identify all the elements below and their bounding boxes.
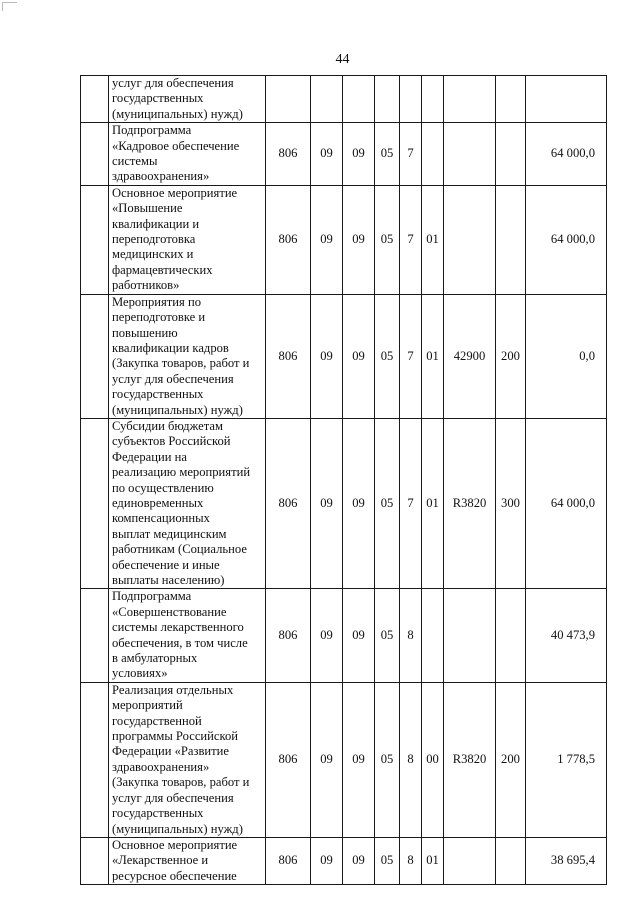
table-row (81, 76, 607, 123)
item-name-line: (Закупка товаров, работ и (112, 356, 250, 371)
item-name-line: в амбулаторных (112, 651, 198, 666)
table-row (81, 123, 607, 186)
item-name-line: Федерации «Развитие (112, 744, 230, 759)
expense-type-cell (496, 185, 526, 294)
table-row (81, 185, 607, 294)
subsection-code-cell: 09 (343, 837, 375, 884)
item-name-line: субъектов Российской (112, 434, 231, 449)
subsection-code-cell: 09 (343, 589, 375, 682)
ministry-code-cell (266, 76, 311, 123)
program-code-cell: 05 (375, 589, 400, 682)
program-code-cell: 05 (375, 185, 400, 294)
row-number-cell (81, 837, 109, 884)
item-name-line: Субсидии бюджетам (112, 418, 223, 433)
section-code-cell: 09 (311, 837, 343, 884)
table-row (81, 682, 607, 837)
subprogram-code-cell: 7 (400, 123, 422, 186)
item-name-line: здравоохранения» (112, 759, 210, 774)
scan-corner-mark (2, 2, 17, 11)
row-number-cell (81, 185, 109, 294)
amount-cell: 1 778,5 (526, 682, 607, 837)
item-name-line: работников» (112, 278, 180, 293)
row-number-cell (81, 682, 109, 837)
subsection-code-cell (343, 76, 375, 123)
item-name-line: «Повышение (112, 201, 183, 216)
item-name-line: переподготовка (112, 232, 196, 247)
section-code-cell: 09 (311, 185, 343, 294)
budget-table (80, 75, 607, 885)
item-name-line: Подпрограмма (112, 589, 192, 604)
table-row (81, 589, 607, 682)
expense-type-cell (496, 123, 526, 186)
item-name-line: «Лекарственное и (112, 853, 209, 868)
row-number-cell (81, 76, 109, 123)
item-name-cell (109, 837, 266, 884)
subprogram-code-cell: 7 (400, 185, 422, 294)
item-name-line: государственных (112, 91, 204, 106)
expense-type-cell: 200 (496, 682, 526, 837)
item-name-line: медицинских и (112, 247, 194, 262)
ministry-code-cell: 806 (266, 682, 311, 837)
expense-type-cell: 200 (496, 294, 526, 418)
item-name-line: условиях» (112, 666, 168, 681)
section-code-cell: 09 (311, 123, 343, 186)
item-name-line: государственной (112, 713, 202, 728)
table-body (81, 76, 607, 885)
item-name-cell (109, 76, 266, 123)
expense-type-cell (496, 589, 526, 682)
direction-code-cell (444, 185, 496, 294)
ministry-code-cell: 806 (266, 185, 311, 294)
item-name-line: работникам (Социальное (112, 542, 247, 557)
program-code-cell: 05 (375, 837, 400, 884)
item-name-line: обеспечения, в том числе (112, 635, 248, 650)
item-name-line: услуг для обеспечения (112, 76, 234, 90)
item-name-cell (109, 294, 266, 418)
subprogram-code-cell: 7 (400, 418, 422, 588)
item-name-cell (109, 589, 266, 682)
program-code-cell: 05 (375, 123, 400, 186)
item-name-line: системы лекарственного (112, 620, 244, 635)
item-name-line: программы Российской (112, 729, 238, 744)
main-activity-code-cell: 01 (422, 294, 444, 418)
subprogram-code-cell: 8 (400, 682, 422, 837)
subsection-code-cell: 09 (343, 123, 375, 186)
item-name-line: компенсационных (112, 511, 210, 526)
item-name-line: фармацевтических (112, 262, 213, 277)
amount-cell: 0,0 (526, 294, 607, 418)
item-name-line: Мероприятия по (112, 294, 202, 309)
row-number-cell (81, 294, 109, 418)
item-name-line: Реализация отдельных (112, 682, 234, 697)
row-number-cell (81, 589, 109, 682)
item-name-line: Федерации на (112, 449, 187, 464)
program-code-cell (375, 76, 400, 123)
ministry-code-cell: 806 (266, 418, 311, 588)
ministry-code-cell: 806 (266, 837, 311, 884)
subprogram-code-cell: 8 (400, 589, 422, 682)
item-name-line: квалификации кадров (112, 340, 229, 355)
item-name-line: выплаты населению) (112, 573, 225, 587)
item-name-line: ресурсное обеспечение (112, 868, 237, 883)
item-name-cell (109, 123, 266, 186)
program-code-cell: 05 (375, 682, 400, 837)
amount-cell: 64 000,0 (526, 123, 607, 186)
ministry-code-cell: 806 (266, 294, 311, 418)
expense-type-cell (496, 837, 526, 884)
item-name-line: единовременных (112, 495, 204, 510)
item-name-line: выплат медицинским (112, 526, 227, 541)
table-row (81, 837, 607, 884)
direction-code-cell (444, 123, 496, 186)
main-activity-code-cell (422, 123, 444, 186)
direction-code-cell: R3820 (444, 418, 496, 588)
direction-code-cell: R3820 (444, 682, 496, 837)
item-name-line: повышению (112, 325, 178, 340)
section-code-cell (311, 76, 343, 123)
item-name-line: системы (112, 154, 158, 169)
direction-code-cell (444, 837, 496, 884)
item-name-line: Основное мероприятие (112, 837, 238, 852)
program-code-cell: 05 (375, 294, 400, 418)
section-code-cell: 09 (311, 589, 343, 682)
item-name-line: (муниципальных) нужд) (112, 402, 243, 417)
main-activity-code-cell: 00 (422, 682, 444, 837)
item-name-line: «Кадровое обеспечение (112, 138, 240, 153)
main-activity-code-cell: 01 (422, 185, 444, 294)
item-name-line: Подпрограмма (112, 123, 192, 138)
row-number-cell (81, 123, 109, 186)
item-name-cell (109, 185, 266, 294)
expense-type-cell: 300 (496, 418, 526, 588)
amount-cell: 38 695,4 (526, 837, 607, 884)
row-number-cell (81, 418, 109, 588)
subsection-code-cell: 09 (343, 185, 375, 294)
main-activity-code-cell (422, 76, 444, 123)
item-name-line: государственных (112, 806, 204, 821)
section-code-cell: 09 (311, 418, 343, 588)
item-name-line: Основное мероприятие (112, 185, 238, 200)
subprogram-code-cell: 8 (400, 837, 422, 884)
ministry-code-cell: 806 (266, 123, 311, 186)
item-name-line: по осуществлению (112, 480, 214, 495)
item-name-line: государственных (112, 387, 204, 402)
item-name-line: мероприятий (112, 698, 183, 713)
main-activity-code-cell: 01 (422, 418, 444, 588)
main-activity-code-cell (422, 589, 444, 682)
subsection-code-cell: 09 (343, 418, 375, 588)
item-name-line: (Закупка товаров, работ и (112, 775, 250, 790)
direction-code-cell (444, 76, 496, 123)
subprogram-code-cell (400, 76, 422, 123)
subsection-code-cell: 09 (343, 294, 375, 418)
item-name-line: «Совершенствование (112, 604, 227, 619)
item-name-cell (109, 682, 266, 837)
subsection-code-cell: 09 (343, 682, 375, 837)
main-activity-code-cell: 01 (422, 837, 444, 884)
item-name-line: услуг для обеспечения (112, 790, 234, 805)
ministry-code-cell: 806 (266, 589, 311, 682)
direction-code-cell: 42900 (444, 294, 496, 418)
table-row (81, 294, 607, 418)
item-name-line: обеспечение и иные (112, 557, 220, 572)
item-name-line: услуг для обеспечения (112, 371, 234, 386)
subprogram-code-cell: 7 (400, 294, 422, 418)
item-name-line: (муниципальных) нужд) (112, 106, 243, 121)
amount-cell: 64 000,0 (526, 185, 607, 294)
amount-cell (526, 76, 607, 123)
item-name-line: реализацию мероприятий (112, 465, 251, 480)
expense-type-cell (496, 76, 526, 123)
direction-code-cell (444, 589, 496, 682)
section-code-cell: 09 (311, 682, 343, 837)
amount-cell: 40 473,9 (526, 589, 607, 682)
program-code-cell: 05 (375, 418, 400, 588)
item-name-line: (муниципальных) нужд) (112, 821, 243, 836)
amount-cell: 64 000,0 (526, 418, 607, 588)
item-name-line: квалификации и (112, 216, 200, 231)
page-number: 44 (335, 52, 350, 67)
item-name-cell (109, 418, 266, 588)
item-name-line: здравоохранения» (112, 169, 210, 184)
section-code-cell: 09 (311, 294, 343, 418)
item-name-line: переподготовке и (112, 310, 206, 325)
table-row (81, 418, 607, 588)
